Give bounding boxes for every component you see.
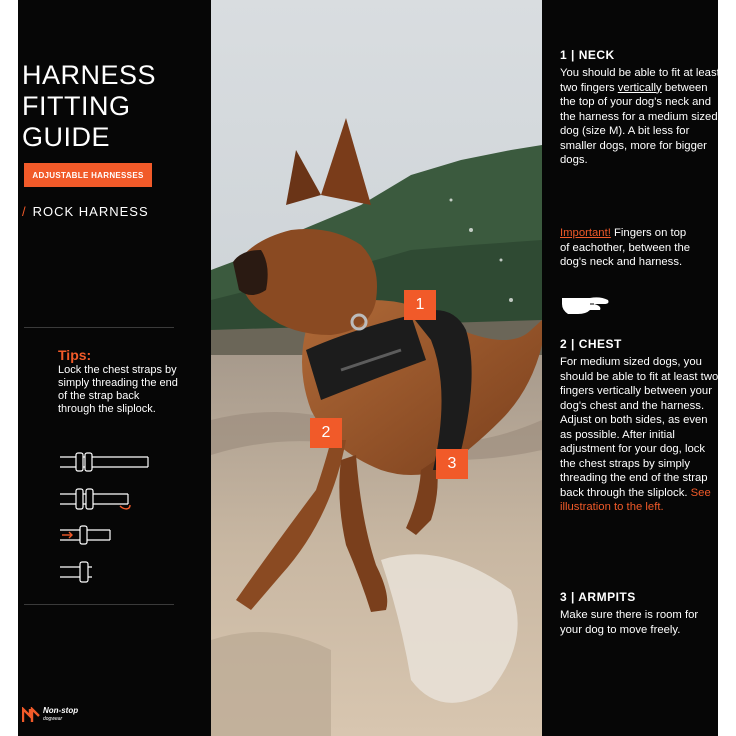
product-label: ROCK HARNESS bbox=[32, 204, 149, 219]
left-panel bbox=[18, 0, 211, 736]
brand-wordmark bbox=[43, 706, 78, 724]
sliplock-step-3-icon bbox=[58, 524, 118, 546]
product-slash: / bbox=[22, 204, 27, 219]
important-label: Important! bbox=[560, 227, 611, 239]
brand-line-1: Non-stop bbox=[43, 706, 79, 715]
tips-text: Lock the chest straps by simply threading the end of the strap back through the sliplock. bbox=[58, 364, 178, 415]
product-name bbox=[22, 204, 149, 219]
neck-text-after: between the top of your dog's neck and the harness for a medium sized dog (size M). A bit less for smaller dogs, more for bigger dogs. bbox=[560, 81, 718, 166]
marker-neck: 1 bbox=[404, 290, 436, 320]
title-line-3: GUIDE bbox=[22, 122, 111, 152]
title-line-1: HARNESS bbox=[22, 60, 157, 90]
neck-text-before: You should be able to fit at least two fingers bbox=[560, 67, 720, 94]
divider-top bbox=[24, 327, 174, 328]
neck-important bbox=[560, 226, 690, 270]
marker-armpits: 3 bbox=[436, 449, 468, 479]
neck-heading: 1 | NECK bbox=[560, 48, 615, 62]
dog-photo bbox=[211, 0, 542, 736]
sliplock-step-2-icon bbox=[58, 486, 138, 512]
neck-text bbox=[560, 66, 720, 168]
two-fingers-hand-icon bbox=[560, 290, 612, 316]
right-panel bbox=[542, 0, 718, 736]
tips-title: Tips: bbox=[58, 347, 92, 363]
armpits-text: Make sure there is room for your dog to move freely. bbox=[560, 609, 699, 636]
divider-bottom bbox=[24, 604, 174, 605]
chest-heading: 2 | CHEST bbox=[560, 337, 622, 351]
sliplock-step-1-icon bbox=[58, 450, 150, 474]
category-badge: ADJUSTABLE HARNESSES bbox=[24, 163, 152, 187]
important-text: Fingers on top of eachother, between the dog's neck and harness. bbox=[560, 227, 691, 268]
chest-illustration-link[interactable]: See illustration to the left. bbox=[560, 486, 711, 513]
dog-running-in-water-illustration bbox=[211, 0, 542, 736]
brand-line-2: dogwear bbox=[43, 716, 63, 722]
armpits-heading: 3 | ARMPITS bbox=[560, 590, 636, 604]
sliplock-step-4-icon bbox=[58, 560, 98, 584]
marker-chest: 2 bbox=[310, 418, 342, 448]
title-line-2: FITTING bbox=[22, 91, 131, 121]
brand-mark-icon bbox=[22, 707, 40, 723]
brand-logo bbox=[22, 706, 78, 724]
chest-text bbox=[560, 355, 720, 515]
chest-body: For medium sized dogs, you should be able to fit at least two fingers vertically between your dog's chest and the harness. Adjust on both sides, as even as possible. After initial adjustment for your dog, lock the chest straps by simply threading the end of the strap back through the sliplock. bbox=[560, 356, 719, 499]
neck-text-underlined: vertically bbox=[617, 81, 662, 94]
